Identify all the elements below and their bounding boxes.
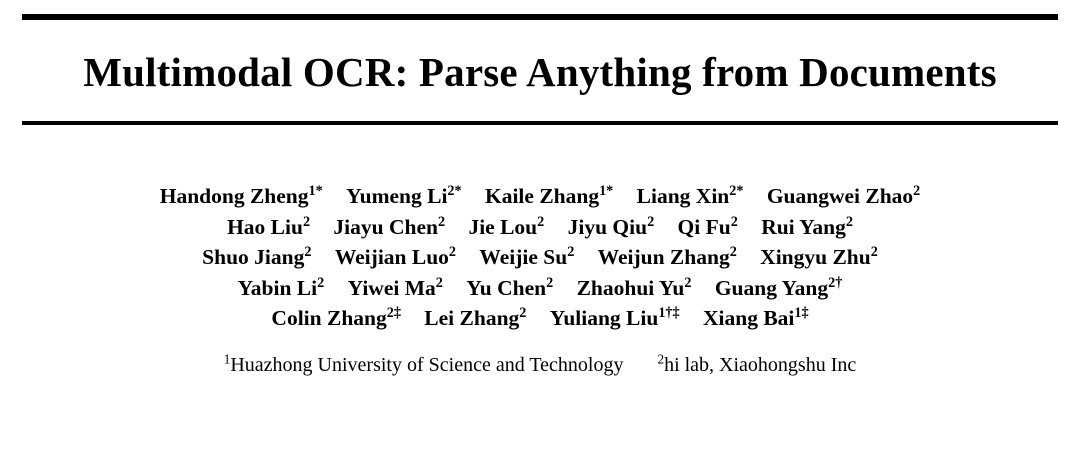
author [760,242,878,273]
author [485,181,613,212]
author-name: Guangwei Zhao [766,184,914,209]
author-name: Shuo Jiang [202,245,305,270]
author-name: Yu Chen [466,275,547,300]
author [479,242,574,273]
author-name: Qi Fu [677,214,731,239]
affiliation-mark: 1 [223,351,231,367]
affiliation-name: hi lab, Xiaohongshu Inc [664,353,857,376]
author-name: Liang Xin [636,184,730,209]
author-affiliation-marks: 1* [308,182,323,199]
author [424,303,526,334]
author [577,273,692,304]
author-name: Kaile Zhang [484,184,600,209]
author-name: Yumeng Li [346,184,448,209]
bottom-rule [22,121,1058,125]
author [767,181,920,212]
author [568,212,655,243]
author [348,273,443,304]
author-affiliation-marks: 2 [448,243,457,260]
page-title: Multimodal OCR: Parse Anything from Documents [83,49,997,95]
author-affiliation-marks: 2 [913,182,921,199]
author-line [0,303,1080,334]
author-name: Jiyu Qiu [567,214,648,239]
author [466,273,553,304]
affiliation-list [0,351,1080,377]
author-affiliation-marks: 2‡ [386,305,401,321]
author [703,303,809,334]
paper-header-page [0,14,1080,464]
author [238,273,325,304]
author-affiliation-marks: 2 [546,274,554,291]
author [346,181,462,212]
affiliation [657,351,857,377]
author [598,242,737,273]
author-affiliation-marks: 2* [729,182,744,199]
author-affiliation-marks: 2 [870,243,878,260]
title-block [0,20,1080,121]
author [715,273,843,304]
author-list [0,181,1080,334]
author-name: Weijie Su [479,245,568,270]
author-name: Zhaohui Yu [576,275,685,300]
affiliation-name: Huazhong University of Science and Technology [230,353,624,376]
author-name: Yabin Li [237,275,318,300]
author-affiliation-marks: 2 [304,243,312,260]
author [271,303,401,334]
author-affiliation-marks: 2 [519,305,527,321]
author-name: Rui Yang [761,214,846,239]
author-line [0,212,1080,243]
author-affiliation-marks: 2 [537,213,545,230]
author-name: Jiayu Chen [333,214,438,239]
author-affiliation-marks: 2† [828,274,843,291]
author-affiliation-marks: 1†‡ [658,305,680,321]
author-name: Hao Liu [227,214,303,239]
author [637,181,744,212]
author [333,212,445,243]
affiliation-mark: 2 [657,351,665,367]
author-name: Yuliang Liu [549,306,659,331]
author [550,303,680,334]
author-affiliation-marks: 2 [302,213,311,230]
author-line [0,242,1080,273]
author-name: Xiang Bai [702,306,795,331]
author-affiliation-marks: 2 [684,274,692,291]
author [227,212,310,243]
author-line [0,181,1080,212]
author-affiliation-marks: 2 [845,213,853,230]
author-affiliation-marks: 2 [317,274,325,291]
author-affiliation-marks: 2* [447,182,462,199]
author-affiliation-marks: 2 [437,213,446,230]
author [335,242,456,273]
author-affiliation-marks: 2 [729,243,737,260]
affiliation [223,351,624,377]
author-affiliation-marks: 2 [730,213,738,230]
author-name: Guang Yang [714,275,829,300]
author-name: Lei Zhang [424,306,520,331]
author-affiliation-marks: 1‡ [794,305,809,321]
author-name: Jie Lou [468,214,538,239]
author [678,212,738,243]
author-affiliation-marks: 2 [567,243,575,260]
author-name: Xingyu Zhu [760,245,871,270]
author [202,242,311,273]
author-name: Handong Zheng [159,184,309,209]
author-name: Yiwei Ma [347,275,436,300]
author-affiliation-marks: 2 [647,213,655,230]
author-affiliation-marks: 1* [599,182,614,199]
author [468,212,544,243]
author-affiliation-marks: 2 [435,274,443,291]
author-name: Colin Zhang [271,306,387,331]
author [160,181,323,212]
author-name: Weijun Zhang [597,245,730,270]
author [761,212,853,243]
author-name: Weijian Luo [334,245,449,270]
author-line [0,273,1080,304]
